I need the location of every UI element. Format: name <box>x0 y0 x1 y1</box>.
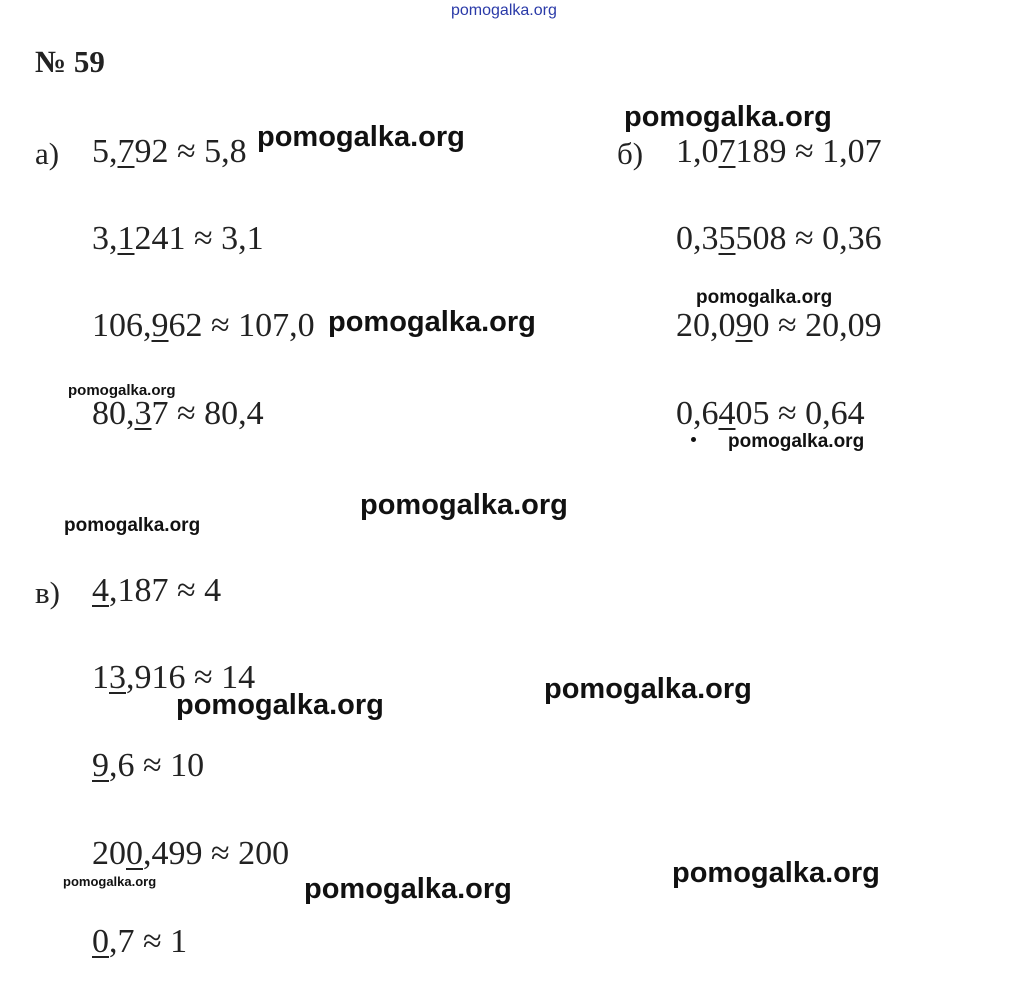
watermark: pomogalka.org <box>64 515 201 536</box>
eq-post: ,187 ≈ 4 <box>109 572 222 609</box>
eq-pre: 80, <box>92 395 135 432</box>
eq-pre: 20,0 <box>676 307 736 344</box>
section-label-v: в) <box>35 575 60 610</box>
watermark: pomogalka.org <box>360 489 568 521</box>
eq-post: 241 ≈ 3,1 <box>134 220 264 257</box>
eq-rounding-digit: 5 <box>718 220 736 257</box>
eq-post: 508 ≈ 0,36 <box>735 220 882 257</box>
equation-a-2 <box>92 220 264 258</box>
eq-pre: 106, <box>92 307 152 344</box>
equation-v-3 <box>92 747 204 785</box>
equation-a-3 <box>92 307 315 345</box>
section-label-a: а) <box>35 136 60 171</box>
watermark-top: pomogalka.org <box>451 2 557 19</box>
watermark: pomogalka.org <box>257 121 465 153</box>
eq-post: 92 ≈ 5,8 <box>134 133 247 170</box>
eq-rounding-digit: 7 <box>718 133 736 170</box>
eq-post: 7 ≈ 80,4 <box>151 395 264 432</box>
watermark: pomogalka.org <box>696 287 833 308</box>
eq-rounding-digit: 4 <box>718 395 736 432</box>
eq-pre: 5, <box>92 133 118 170</box>
eq-post: 62 ≈ 107,0 <box>168 307 315 344</box>
equation-v-1 <box>92 572 221 610</box>
watermark: pomogalka.org <box>176 689 384 721</box>
watermark: pomogalka.org <box>728 431 865 452</box>
equation-b-3 <box>676 307 882 345</box>
eq-pre: 20 <box>92 835 126 872</box>
eq-rounding-digit: 7 <box>117 133 135 170</box>
equation-b-4 <box>676 395 865 433</box>
eq-post: ,7 ≈ 1 <box>109 923 188 960</box>
eq-rounding-digit: 0 <box>126 835 143 872</box>
eq-rounding-digit: 3 <box>134 395 152 432</box>
eq-post: 0 ≈ 20,09 <box>752 307 882 344</box>
eq-rounding-digit: 9 <box>735 307 753 344</box>
equation-a-1 <box>92 133 247 171</box>
watermark: pomogalka.org <box>672 857 880 889</box>
equation-a-4 <box>92 395 264 433</box>
exercise-number: № 59 <box>35 44 105 79</box>
watermark: pomogalka.org <box>63 874 157 889</box>
eq-post: ,916 ≈ 14 <box>126 659 256 696</box>
equation-v-4 <box>92 835 289 873</box>
eq-rounding-digit: 3 <box>109 659 126 696</box>
equation-v-5 <box>92 923 187 961</box>
eq-rounding-digit: 9 <box>151 307 169 344</box>
watermark: pomogalka.org <box>68 382 176 399</box>
watermark: pomogalka.org <box>328 306 536 338</box>
eq-pre: 0,3 <box>676 220 719 257</box>
eq-rounding-digit: 0 <box>92 923 109 960</box>
eq-post: 189 ≈ 1,07 <box>735 133 882 170</box>
watermark: pomogalka.org <box>544 673 752 705</box>
eq-post: ,499 ≈ 200 <box>143 835 290 872</box>
eq-rounding-digit: 4 <box>92 572 109 609</box>
eq-pre: 3, <box>92 220 118 257</box>
section-label-b: б) <box>617 136 644 171</box>
eq-rounding-digit: 1 <box>117 220 135 257</box>
stray-dot <box>691 437 696 442</box>
eq-pre: 0,6 <box>676 395 719 432</box>
watermark: pomogalka.org <box>624 101 832 133</box>
equation-b-1 <box>676 133 882 171</box>
watermark: pomogalka.org <box>304 873 512 905</box>
eq-rounding-digit: 9 <box>92 747 109 784</box>
eq-pre: 1,0 <box>676 133 719 170</box>
eq-post: ,6 ≈ 10 <box>109 747 205 784</box>
equation-b-2 <box>676 220 882 258</box>
eq-post: 05 ≈ 0,64 <box>735 395 865 432</box>
eq-pre: 1 <box>92 659 109 696</box>
